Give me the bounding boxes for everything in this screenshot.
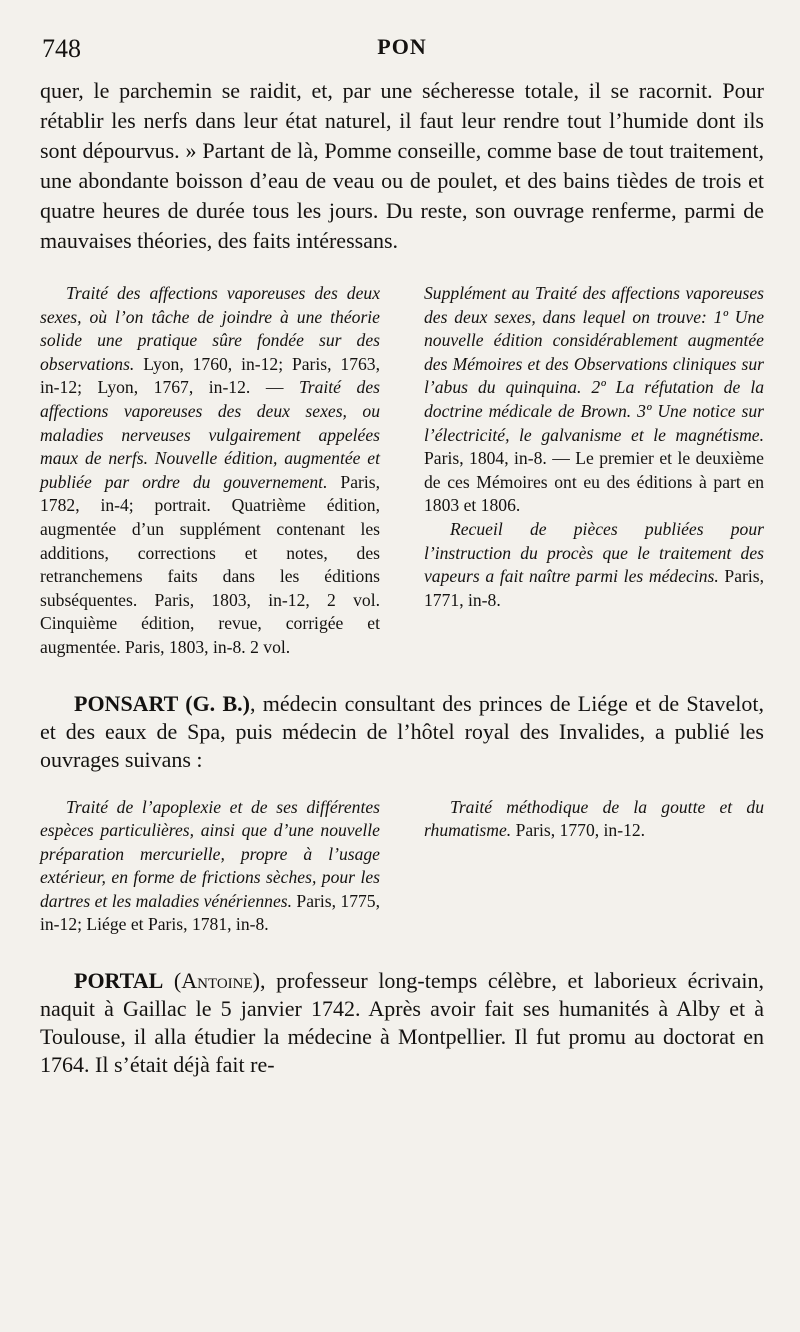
ponsart-works — [40, 796, 764, 938]
bibliography-item — [424, 518, 764, 612]
ponsart-works-right-column — [424, 796, 764, 938]
pomme-entry-continuation — [40, 76, 764, 256]
ponsart-name: PONSART (G. B.) — [74, 690, 250, 716]
portal-text: , professeur long-temps célèbre, et laborieux écrivain, naquit à Gaillac le 5 janvier 1742. Après avoir fait ses humanités à Alby et à Toulouse, il alla étudier la médecine à Montpellier. Il fut promu au doctorat en 1764. Il s’était déjà fait re- — [40, 968, 765, 1078]
bibliography-item — [40, 796, 380, 938]
work-title: Traité de l’apoplexie et de ses différentes espèces particulières, ainsi que d’une nouvelle préparation mercurielle, propre à l’usage extérieur, en forme de frictions sèches, pour les dartres et les maladies vénériennes. — [40, 796, 380, 911]
pomme-text: quer, le parchemin se raidit, et, par une sécheresse totale, il se racornit. Pour rétablir les nerfs dans leur état naturel, il faut leur rendre tout l’humide dont ils sont dépourvus. » Partant de là, Pomme conseille, comme base de tout traitement, une abondante boisson d’eau de veau ou de poulet, et des bains tièdes de trois et quatre heures de durée tous les jours. Du reste, son ouvrage renferme, parmi de mauvaises théories, des faits intéressans. — [40, 78, 764, 253]
bibliography-item — [424, 282, 764, 518]
portal-name: PORTAL — [74, 968, 164, 994]
bibliography-item — [40, 282, 380, 660]
page-header — [40, 30, 764, 76]
work-publication: Paris, 1775, in-12; Liége et Paris, 1781, in-8. — [40, 890, 380, 935]
work-title: Recueil de pièces publiées pour l’instruction du procès que le traitement des vapeurs a fait naître parmi les médecins. — [424, 518, 764, 587]
work-title: Supplément au Traité des affections vaporeuses des deux sexes, dans lequel on trouve: 1º Une nouvelle édition considérablement augmentée des Mémoires et des Observations cliniques sur l’abus du quinquina. 2º La réfutation de la doctrine médicale de Brown. 3º Une notice sur l’électricité, le galvanisme et le magnétisme. — [424, 283, 764, 445]
pomme-works-right-column — [424, 282, 764, 660]
work-publication: Paris, 1804, in-8. — Le premier et le deuxième de ces Mémoires ont eu des éditions à part en 1803 et 1806. — [424, 448, 764, 516]
pomme-works — [40, 282, 764, 660]
pomme-works-left-column — [40, 282, 380, 660]
ponsart-entry — [40, 690, 764, 774]
portal-entry: PORTAL (Antoine), professeur long-temps célèbre, et laborieux écrivain, naquit à Gaillac le 5 janvier 1742. Après avoir fait ses humanités à Alby et à Toulouse, il alla étudier la médecine à Montpellier. Il fut promu au doctorat en 1764. Il s’était déjà fait re- — [40, 968, 765, 1078]
running-head: PON — [377, 34, 427, 59]
work-publication: Paris, 1782, in-4; portrait. Quatrième édition, augmentée d’un supplément contenant les additions, corrections et notes, des retranchemens faits dans les éditions subséquentes. Paris, 1803, in-12, 2 vol. Cinquième édition, revue, corrigée et augmentée. Paris, 1803, in-8. 2 vol. — [40, 471, 381, 657]
work-publication: Paris, 1770, in-12. — [511, 820, 646, 841]
portal-given-name: Antoine — [181, 968, 253, 994]
ponsart-works-left-column — [40, 796, 380, 938]
work-title: Traité des affections vaporeuses des deux sexes, où l’on tâche de joindre à une théorie solide une pratique sûre fondée sur des observations. — [40, 283, 380, 374]
page-number: 748 — [42, 34, 81, 63]
work-title: Traité méthodique de la goutte et du rhumatisme. — [424, 796, 764, 841]
bibliography-item — [424, 796, 764, 843]
work-publication: Paris, 1771, in-8. — [424, 566, 764, 610]
ponsart-text: , médecin consultant des princes de Liége et de Stavelot, et des eaux de Spa, puis médecin de l’hôtel royal des Invalides, a publié les ouvrages suivans : — [40, 690, 765, 772]
work-title: Traité des affections vaporeuses des deux sexes, ou maladies nerveuses vulgairement appelées maux de nerfs. Nouvelle édition, augmentée et publiée par ordre du gouvernement. — [40, 377, 380, 492]
work-publication: Lyon, 1760, in-12; Paris, 1763, in-12; Lyon, 1767, in-12. — — [40, 353, 380, 398]
